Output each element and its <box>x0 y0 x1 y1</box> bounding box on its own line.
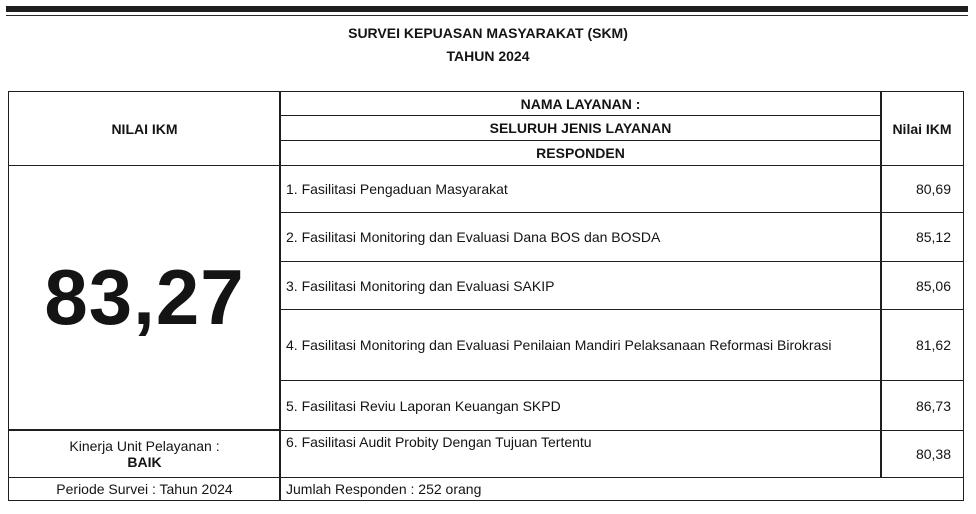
service-row-4-value: 81,62 <box>880 309 964 381</box>
service-row-5-name: 5. Fasilitasi Reviu Laporan Keuangan SKPD <box>279 380 882 431</box>
periode-survei: Periode Survei : Tahun 2024 <box>8 477 281 501</box>
jumlah-responden: Jumlah Responden : 252 orang <box>279 477 964 501</box>
service-row-3-value: 85,06 <box>880 261 964 310</box>
nilai-ikm-column-header: Nilai IKM <box>880 91 964 166</box>
service-row-1-name: 1. Fasilitasi Pengaduan Masyarakat <box>279 165 882 213</box>
service-row-1-value: 80,69 <box>880 165 964 213</box>
service-row-6-value: 80,38 <box>880 430 964 478</box>
kinerja-value: BAIK <box>127 454 162 470</box>
service-row-3-name: 3. Fasilitasi Monitoring dan Evaluasi SAKIP <box>279 261 882 310</box>
top-rule-thick <box>6 6 968 12</box>
kinerja-label: Kinerja Unit Pelayanan : <box>69 438 220 454</box>
overall-ikm-score: 83,27 <box>8 165 281 430</box>
service-row-6-name: 6. Fasilitasi Audit Probity Dengan Tujuan Tertentu <box>279 430 882 478</box>
document-title: SURVEI KEPUASAN MASYARAKAT (SKM) <box>348 25 628 41</box>
nilai-ikm-header: NILAI IKM <box>8 91 281 166</box>
kinerja-cell <box>8 430 281 478</box>
jenis-layanan: SELURUH JENIS LAYANAN <box>279 115 882 141</box>
service-row-2-value: 85,12 <box>880 212 964 262</box>
top-rule-thin <box>6 15 968 16</box>
document-year: TAHUN 2024 <box>446 48 530 64</box>
service-row-5-value: 86,73 <box>880 380 964 431</box>
service-row-4-name: 4. Fasilitasi Monitoring dan Evaluasi Penilaian Mandiri Pelaksanaan Reformasi Birokrasi <box>279 309 882 381</box>
responden-label: RESPONDEN <box>279 140 882 166</box>
nama-layanan-label: NAMA LAYANAN : <box>279 91 882 116</box>
service-row-2-name: 2. Fasilitasi Monitoring dan Evaluasi Dana BOS dan BOSDA <box>279 212 882 262</box>
